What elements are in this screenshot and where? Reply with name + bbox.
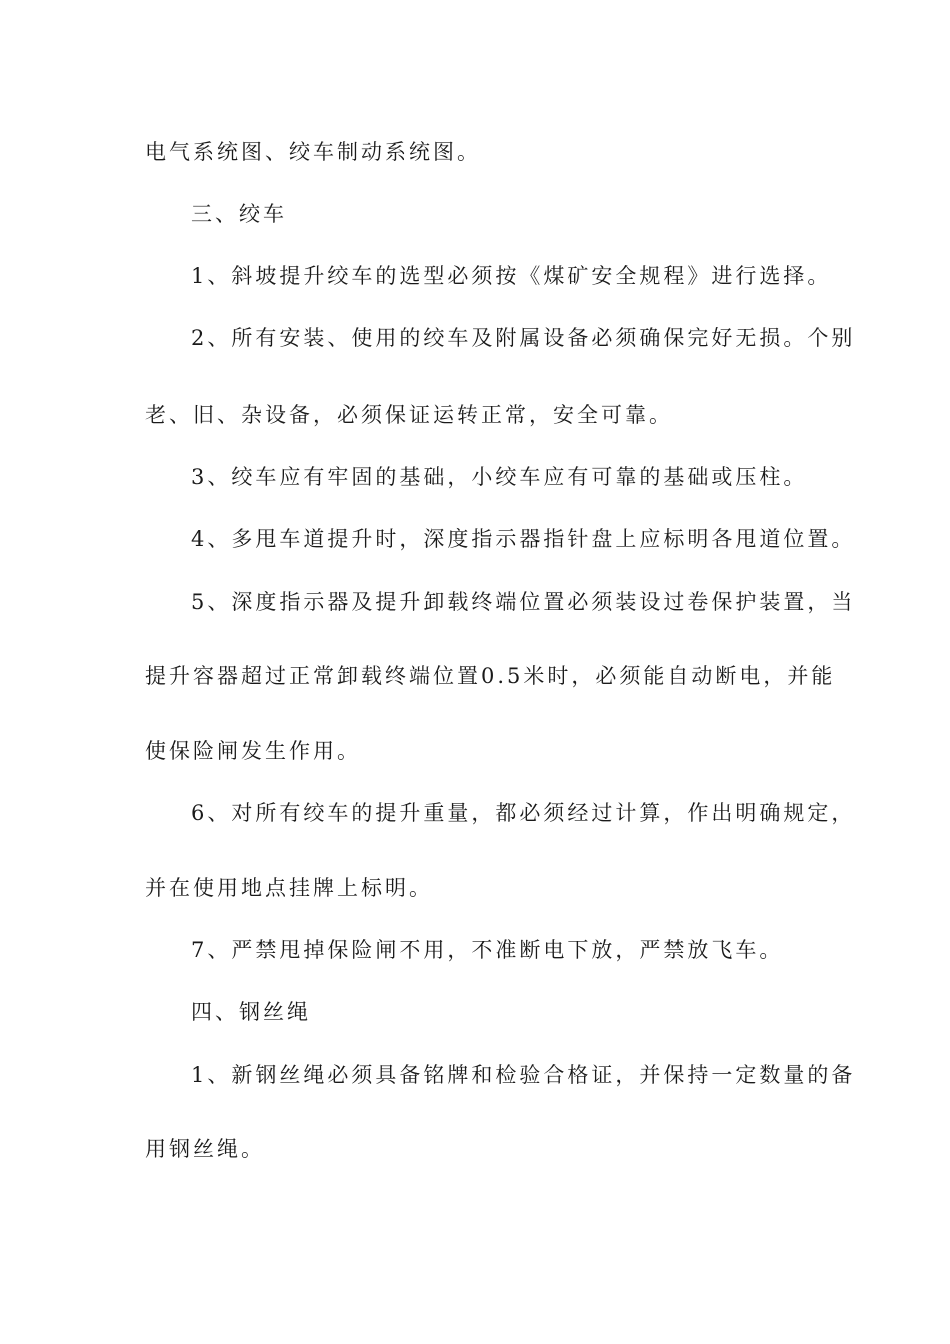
section-heading-wire-rope: 四、钢丝绳 — [191, 1000, 311, 1024]
paragraph-line: 5、深度指示器及提升卸载终端位置必须装设过卷保护装置，当 — [191, 590, 856, 614]
paragraph-continuation-line: 用钢丝绳。 — [145, 1137, 265, 1161]
paragraph-line: 4、多甩车道提升时，深度指示器指针盘上应标明各甩道位置。 — [191, 527, 856, 551]
paragraph-line: 7、严禁甩掉保险闸不用，不准断电下放，严禁放飞车。 — [191, 938, 784, 962]
paragraph-continuation-line: 提升容器超过正常卸载终端位置0.5米时，必须能自动断电，并能 — [145, 664, 836, 688]
paragraph-line: 3、绞车应有牢固的基础，小绞车应有可靠的基础或压柱。 — [191, 465, 808, 489]
paragraph-line: 1、新钢丝绳必须具备铭牌和检验合格证，并保持一定数量的备 — [191, 1063, 856, 1087]
paragraph-line: 2、所有安装、使用的绞车及附属设备必须确保完好无损。个别 — [191, 326, 856, 350]
paragraph-continuation-line: 并在使用地点挂牌上标明。 — [145, 876, 433, 900]
paragraph-continuation-line: 使保险闸发生作用。 — [145, 739, 361, 763]
paragraph-line: 1、斜坡提升绞车的选型必须按《煤矿安全规程》进行选择。 — [191, 264, 832, 288]
paragraph-line: 6、对所有绞车的提升重量，都必须经过计算，作出明确规定， — [191, 801, 856, 825]
paragraph-continuation-line: 老、旧、杂设备，必须保证运转正常，安全可靠。 — [145, 403, 673, 427]
paragraph-continuation-line: 电气系统图、绞车制动系统图。 — [145, 140, 481, 164]
section-heading-winch: 三、绞车 — [191, 202, 287, 226]
